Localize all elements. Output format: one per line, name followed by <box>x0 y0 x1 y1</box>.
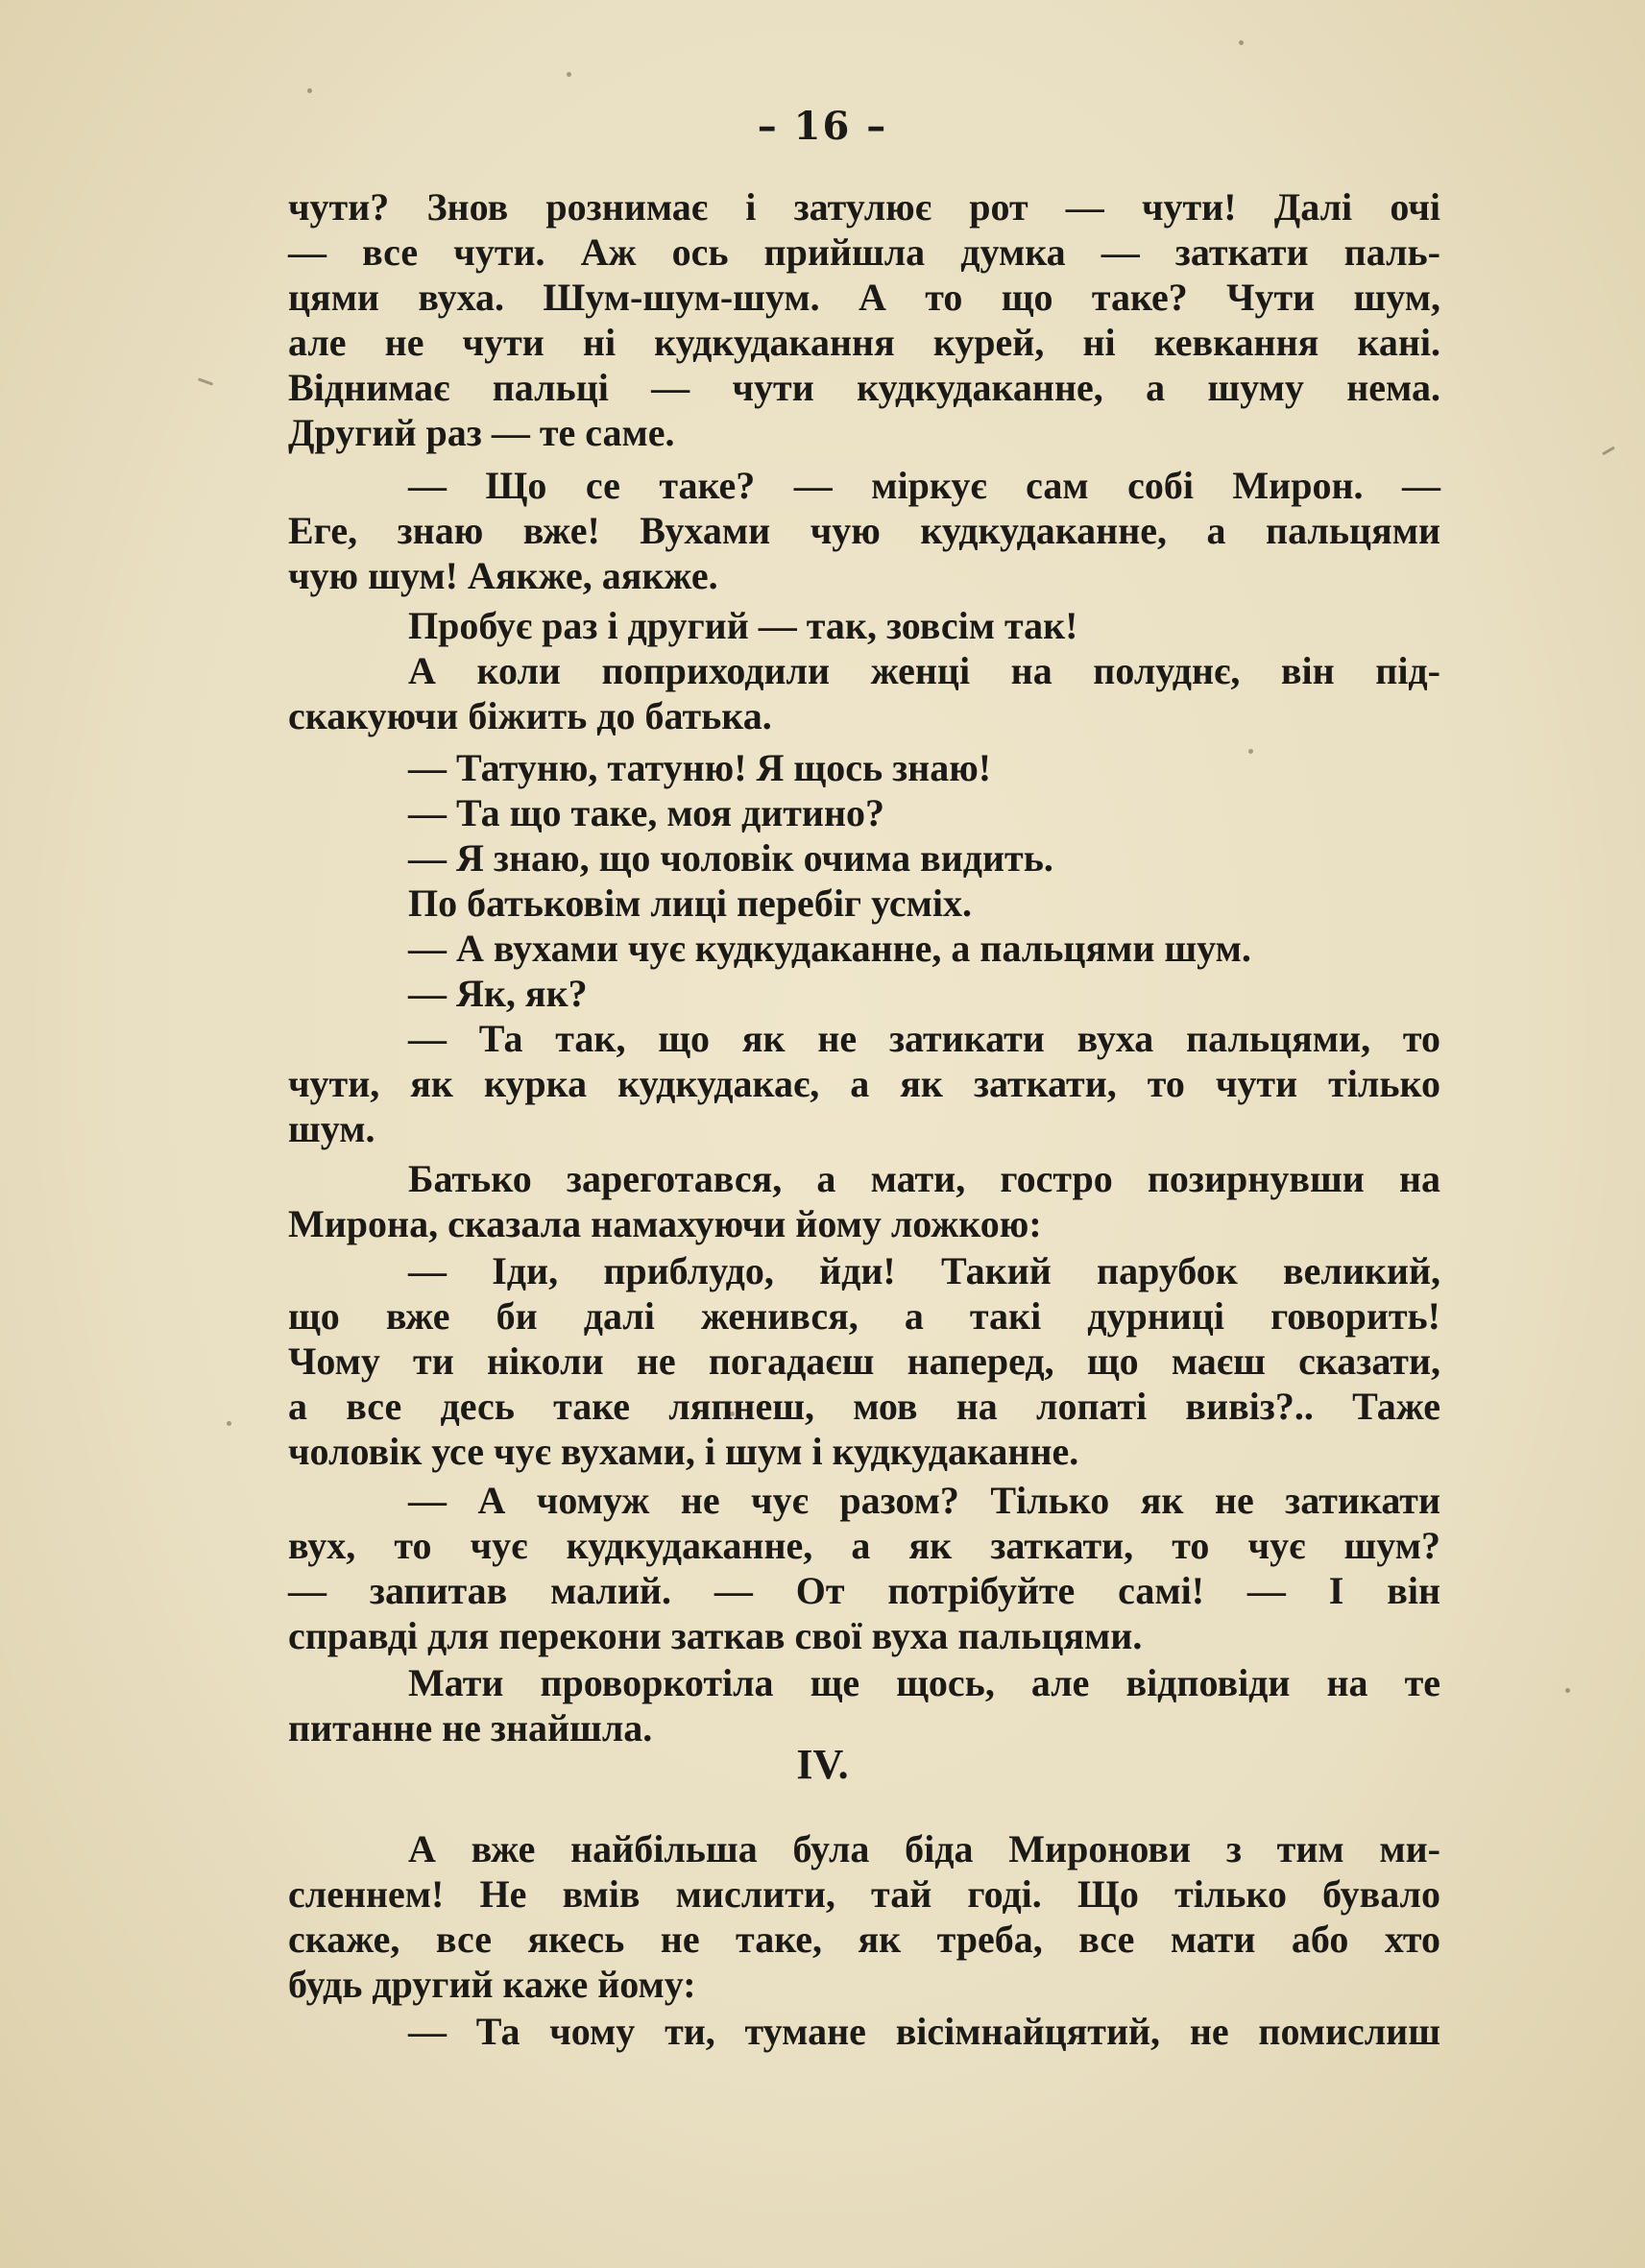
text-line: — Я знаю, що чоловік очима видить. <box>408 836 1053 880</box>
paper-speck <box>567 72 571 77</box>
text-line: Мати проворкотіла ще щось, але відповіди на те <box>408 1661 1440 1704</box>
text-line: — запитав малий. — От потрібуйте самі! — І він <box>288 1569 1440 1612</box>
text-line: що вже би далі женився, а такі дурниці говорить! <box>288 1294 1440 1338</box>
text-line: Мирона, сказала намахуючи йому ложкою: <box>288 1202 1042 1245</box>
text-line: чоловік усе чує вухами, і шум і кудкудаканне. <box>288 1430 1079 1473</box>
text-line: — Що се таке? — міркує сам собі Мирон. — <box>408 464 1440 507</box>
text-line: чути? Знов рознимає і затулює рот — чути! Далі очі <box>288 185 1440 229</box>
text-line: — А вухами чує кудкудаканне, а пальцями шум. <box>408 927 1251 970</box>
text-line: Чому ти ніколи не погадаєш наперед, що маєш сказати, <box>288 1339 1440 1383</box>
text-line: Батько зареготався, а мати, гостро позирнувши на <box>408 1157 1440 1200</box>
text-line: А вже найбільша була біда Миронови з тим ми- <box>408 1827 1440 1870</box>
text-line: шум. <box>288 1107 375 1150</box>
text-line: Другий раз — те саме. <box>288 411 675 454</box>
text-line: вух, то чує кудкудаканне, а як заткати, то чує шум? <box>288 1524 1440 1567</box>
paper-speck <box>1248 749 1253 754</box>
text-line: чую шум! Аякже, аякже. <box>288 554 718 597</box>
text-line: але не чути ні кудкудакання курей, ні кевкання кані. <box>288 321 1440 364</box>
text-line: будь другий каже йому: <box>288 1963 696 2006</box>
text-line: По батьковім лиці перебіг усміх. <box>408 881 972 925</box>
paper-speck <box>1565 1688 1570 1693</box>
page-number: – 16 – <box>757 104 888 149</box>
text-line: — Як, як? <box>408 972 588 1015</box>
text-line: — Іди, приблудо, йди! Такий парубок великий, <box>408 1249 1440 1292</box>
text-line: — Татуню, татуню! Я щось знаю! <box>408 746 992 789</box>
text-line: скаже, все якесь не таке, як треба, все мати або хто <box>288 1918 1440 1961</box>
text-line: А коли поприходили женці на полуднє, він під- <box>408 649 1440 692</box>
text-line: — Та так, що як не затикати вуха пальцями, то <box>408 1017 1440 1060</box>
text-line: — А чомуж не чує разом? Тілько як не затикати <box>408 1479 1440 1522</box>
paper-speck <box>227 1421 231 1426</box>
text-line: — все чути. Аж ось прийшла думка — заткати паль- <box>288 230 1440 274</box>
text-line: справді для перекони заткав свої вуха пальцями. <box>288 1614 1143 1657</box>
text-line: Віднимає пальці — чути кудкудаканне, а шуму нема. <box>288 366 1440 409</box>
text-line: — Та що таке, моя дитино? <box>408 791 885 834</box>
text-line: а все десь таке ляпнеш, мов на лопаті вивіз?.. Таже <box>288 1385 1440 1428</box>
text-line: сленнем! Не вмів мислити, тай годі. Що тілько бувало <box>288 1872 1440 1916</box>
section-heading: IV. <box>796 1741 849 1788</box>
paper-speck <box>1602 446 1615 456</box>
text-line: цями вуха. Шум-шум-шум. А то що таке? Чути шум, <box>288 276 1440 319</box>
text-line: Пробує раз і другий — так, зовсім так! <box>408 604 1078 647</box>
text-line: питанне не знайшла. <box>288 1706 653 1749</box>
text-line: — Та чому ти, тумане вісімнайцятий, не помислиш <box>408 2010 1440 2053</box>
paper-speck <box>198 377 213 385</box>
text-line: скакуючи біжить до батька. <box>288 694 772 737</box>
paper-speck <box>307 88 312 93</box>
paper-speck <box>1239 40 1244 45</box>
text-line: чути, як курка кудкудакає, а як заткати, то чути тілько <box>288 1062 1440 1105</box>
text-line: Еге, знаю вже! Вухами чую кудкудаканне, а пальцями <box>288 509 1440 552</box>
